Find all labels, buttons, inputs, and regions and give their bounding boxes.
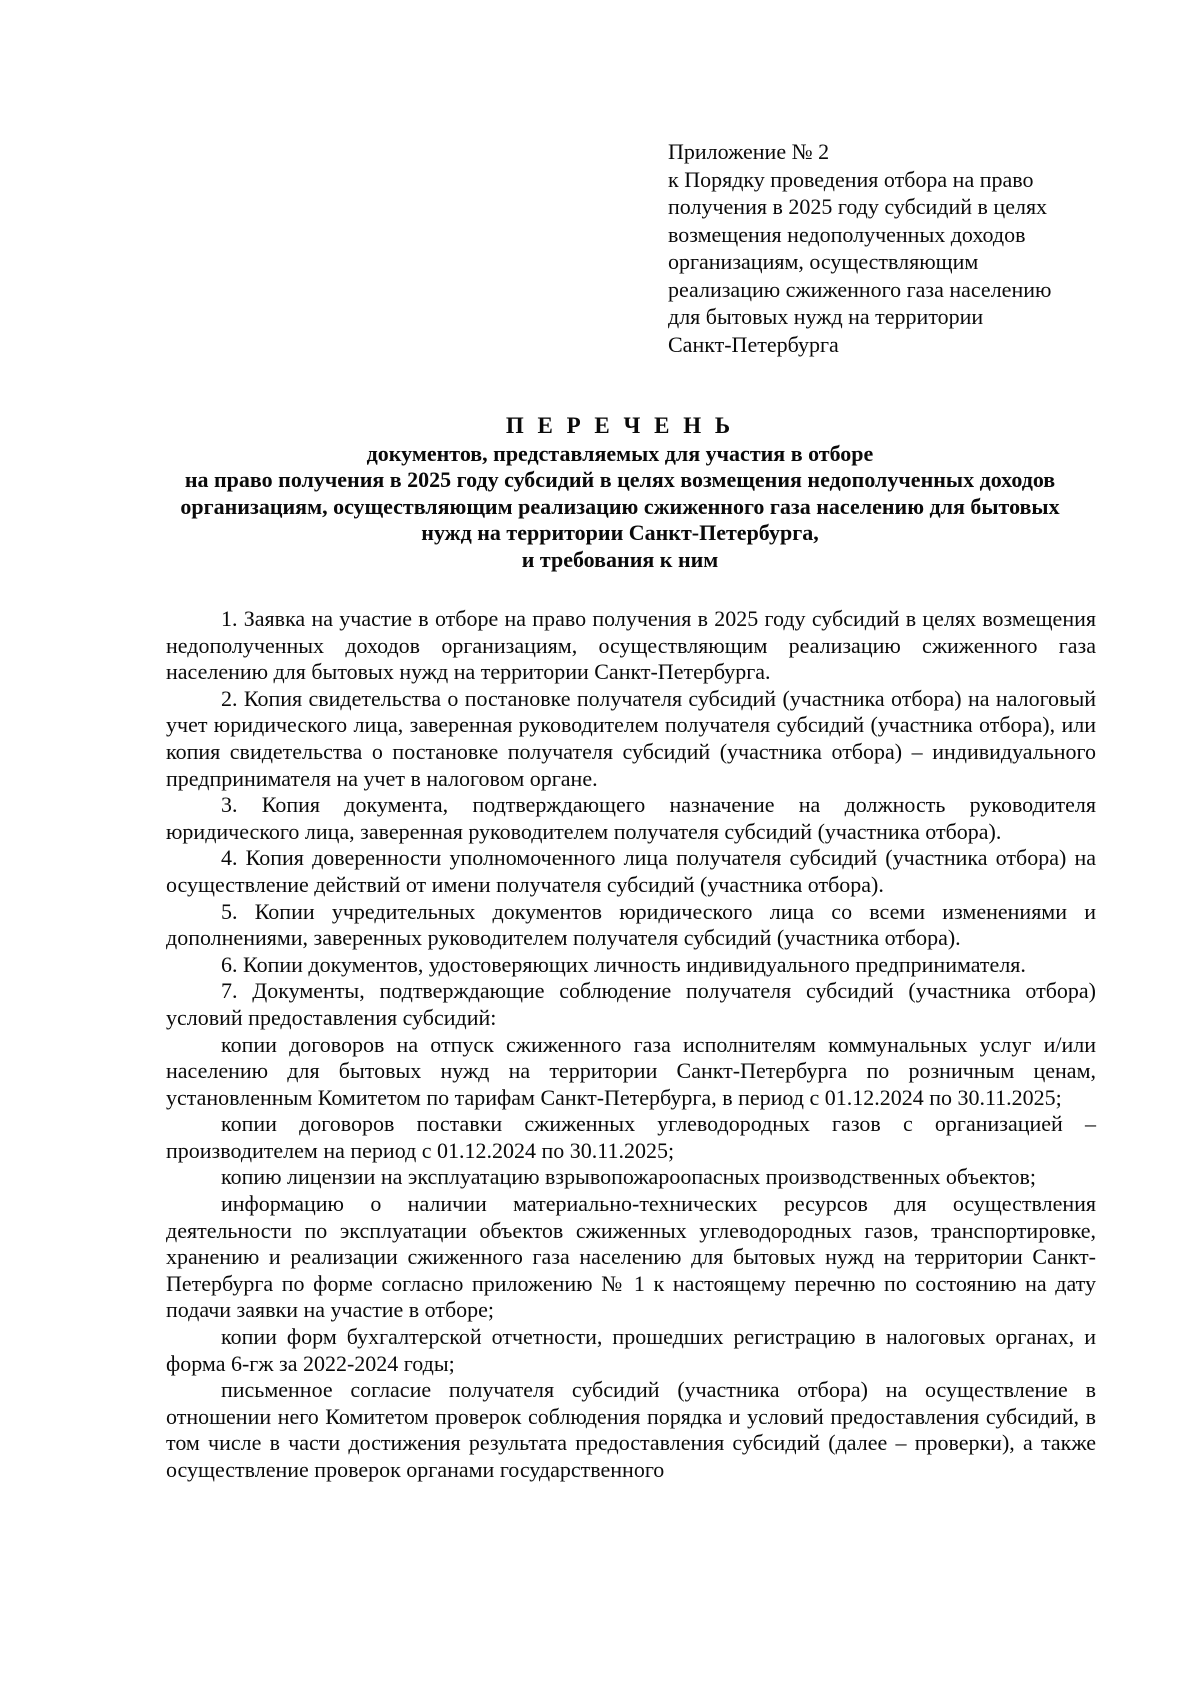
list-item: копии форм бухгалтерской отчетности, прошедших регистрацию в налоговых органах, и форма 6-гж за 2022-2024 годы; [166,1324,1096,1376]
list-item: 6. Копии документов, удостоверяющих личность индивидуального предпринимателя. [221,951,1026,977]
list-item: письменное согласие получателя субсидий (участника отбора) на осуществление в отношении него Комитетом проверок соблюдения порядка и условий предоставления субсидий, в том числе в части достижения результата предоставления субсидий (далее – проверки), а также осуществление проверок органами государственного [166,1377,1096,1482]
list-item: копию лицензии на эксплуатацию взрывопожароопасных производственных объектов; [221,1164,1036,1190]
title-heading: П Е Р Е Ч Е Н Ь [505,413,735,438]
appendix-line: Санкт-Петербурга [668,331,839,357]
appendix-line: возмещения недополученных доходов [668,221,1026,247]
list-item: информацию о наличии материально-технических ресурсов для осуществления деятельности по эксплуатации объектов сжиженных углеводородных газов, транспортировке, хранению и реализации сжиженного газа населению для бытовых нужд на территории Санкт-Петербурга по форме согласно приложению № 1 к настоящему перечню по состоянию на дату подачи заявки на участие в отборе; [166,1191,1096,1323]
title-line: на право получения в 2025 году субсидий в целях возмещения недополученных доходов [184,467,1056,492]
appendix-line: к Порядку проведения отбора на право [668,166,1034,192]
appendix-line: Приложение № 2 [668,139,830,164]
list-item: 1. Заявка на участие в отборе на право получения в 2025 году субсидий в целях возмещения недополученных доходов организациям, осуществляющим реализацию сжиженного газа населению для бытовых нужд на территории Санкт-Петербурга. [166,606,1096,685]
list-item: 3. Копия документа, подтверждающего назначение на должность руководителя юридического лица, заверенная руководителем получателя субсидий (участника отбора). [166,792,1096,844]
title-line: и требования к ним [521,546,719,572]
list-item: копии договоров на отпуск сжиженного газа исполнителям коммунальных услуг и/или населению для бытовых нужд на территории Санкт-Петербурга по розничным ценам, установленным Комитетом по тарифам Санкт-Петербурга, в период с 01.12.2024 по 30.11.2025; [166,1031,1096,1110]
document-body [166,606,1096,1484]
appendix-header [668,138,1108,358]
list-item: копии договоров поставки сжиженных углеводородных газов с организацией – производителем на период с 01.12.2024 по 30.11.2025; [166,1111,1096,1163]
list-item: 2. Копия свидетельства о постановке получателя субсидий (участника отбора) на налоговый учет юридического лица, заверенная руководителем получателя субсидий (участника отбора), или копия свидетельства о постановке получателя субсидий (участника отбора) – индивидуального предпринимателя на учет в налоговом органе. [166,685,1096,791]
appendix-line: для бытовых нужд на территории [668,304,984,329]
appendix-line: организациям, осуществляющим [668,249,979,274]
title-line: документов, представляемых для участия в отборе [366,440,874,466]
list-item: 7. Документы, подтверждающие соблюдение получателя субсидий (участника отбора) условий предоставления субсидий: [166,978,1096,1030]
list-item: 5. Копии учредительных документов юридического лица со всеми изменениями и дополнениями, заверенных руководителем получателя субсидий (участника отбора). [166,898,1096,951]
appendix-line: получения в 2025 году субсидий в целях [668,194,1048,219]
list-item: 4. Копия доверенности уполномоченного лица получателя субсидий (участника отбора) на осуществление действий от имени получателя субсидий (участника отбора). [166,845,1096,897]
document-title [150,413,1090,573]
title-line: нужд на территории Санкт-Петербурга, [421,520,819,545]
title-line: организациям, осуществляющим реализацию сжиженного газа населению для бытовых [180,493,1060,519]
appendix-line: реализацию сжиженного газа населению [668,276,1052,302]
